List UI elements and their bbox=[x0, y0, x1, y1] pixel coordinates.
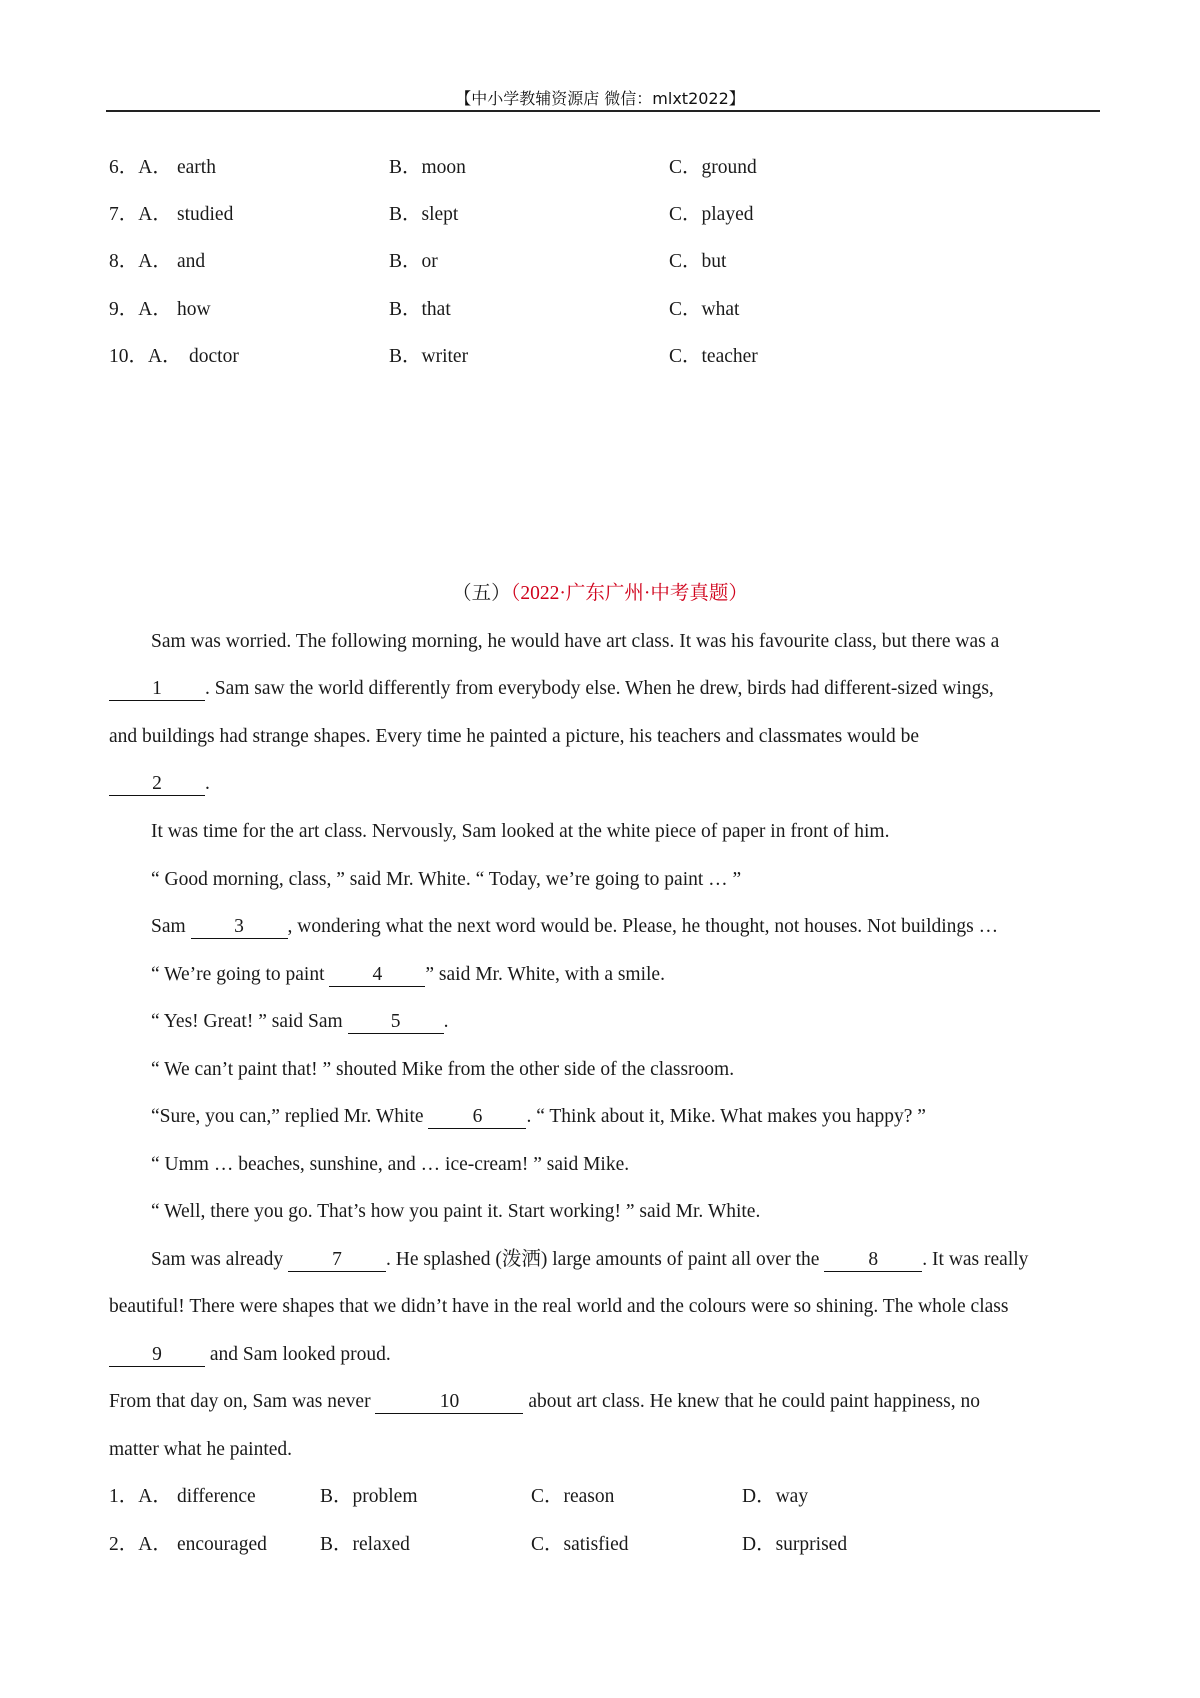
passage-line bbox=[109, 675, 994, 703]
passage-line: and buildings had strange shapes. Every time he painted a picture, his teachers and classmates would be bbox=[109, 726, 920, 747]
option-b: B．writer bbox=[389, 346, 469, 367]
blank-3: 3 bbox=[191, 916, 288, 939]
question-number: 8．A． bbox=[109, 251, 172, 272]
option-c: C．what bbox=[669, 299, 740, 320]
passage-text: “Sure, you can,” replied Mr. White bbox=[151, 1106, 429, 1127]
option-b: B．or bbox=[389, 251, 438, 272]
section-prefix: （五） bbox=[452, 583, 511, 604]
option-c: C．ground bbox=[669, 157, 757, 178]
option-a: doctor bbox=[189, 346, 239, 367]
question-number: 10．A． bbox=[109, 346, 182, 367]
blank-6: 6 bbox=[428, 1106, 526, 1129]
option-c: C．reason bbox=[531, 1486, 615, 1507]
passage-line: Sam was worried. The following morning, he would have art class. It was his favourite class, but there was a bbox=[151, 631, 1000, 652]
option-a: encouraged bbox=[177, 1534, 267, 1555]
passage-line bbox=[151, 1246, 1028, 1274]
question-8-options bbox=[109, 248, 1109, 276]
passage-text: “ Yes! Great! ” said Sam bbox=[151, 1011, 348, 1032]
option-c: C．satisfied bbox=[531, 1534, 629, 1555]
passage-line: matter what he painted. bbox=[109, 1439, 293, 1460]
option-c: C．but bbox=[669, 251, 727, 272]
option-a: difference bbox=[177, 1486, 256, 1507]
blank-1: 1 bbox=[109, 678, 205, 701]
option-b: B．moon bbox=[389, 157, 466, 178]
passage-line: “ Well, there you go. That’s how you paint it. Start working! ” said Mr. White. bbox=[151, 1201, 761, 1222]
question-number: 1．A． bbox=[109, 1486, 172, 1507]
question-1-options bbox=[109, 1483, 1109, 1511]
option-a: earth bbox=[177, 157, 216, 178]
passage-line bbox=[109, 1341, 391, 1369]
option-a: how bbox=[177, 299, 211, 320]
passage-text: ” said Mr. White, with a smile. bbox=[425, 964, 665, 985]
question-number: 2．A． bbox=[109, 1534, 172, 1555]
blank-4: 4 bbox=[329, 964, 425, 987]
passage-text: Sam bbox=[151, 916, 191, 937]
option-c: C．played bbox=[669, 204, 754, 225]
blank-7: 7 bbox=[288, 1249, 386, 1272]
passage-line bbox=[151, 961, 665, 989]
question-2-options bbox=[109, 1531, 1109, 1559]
passage-text: . It was really bbox=[922, 1249, 1029, 1270]
passage-line bbox=[109, 770, 210, 798]
passage-text: “ We’re going to paint bbox=[151, 964, 330, 985]
section-title bbox=[0, 580, 1200, 608]
passage-text: and Sam looked proud. bbox=[205, 1344, 391, 1365]
passage-text: . He splashed (泼洒) large amounts of paint all over the bbox=[386, 1249, 825, 1270]
header-divider bbox=[106, 110, 1100, 112]
passage-line: It was time for the art class. Nervously, Sam looked at the white piece of paper in front of him. bbox=[151, 821, 890, 842]
blank-10: 10 bbox=[375, 1391, 523, 1414]
question-number: 9．A． bbox=[109, 299, 172, 320]
page-header: 【中小学教辅资源店 微信：mlxt2022】 bbox=[455, 89, 745, 108]
option-b: B．that bbox=[389, 299, 451, 320]
passage-line: “ Umm … beaches, sunshine, and … ice-cream! ” said Mike. bbox=[151, 1154, 630, 1175]
passage-text: about art class. He knew that he could paint happiness, no bbox=[523, 1391, 980, 1412]
blank-5: 5 bbox=[348, 1011, 444, 1034]
passage-text: . bbox=[205, 773, 210, 794]
passage-line bbox=[151, 1103, 926, 1131]
question-10-options bbox=[109, 343, 1109, 371]
passage-line bbox=[151, 1008, 448, 1036]
option-d: D．surprised bbox=[742, 1534, 848, 1555]
section-source: （2022·广东广州·中考真题） bbox=[510, 583, 748, 604]
question-number: 7．A． bbox=[109, 204, 172, 225]
option-b: B．problem bbox=[320, 1486, 418, 1507]
question-7-options bbox=[109, 201, 1109, 229]
option-c: C．teacher bbox=[669, 346, 758, 367]
passage-line: beautiful! There were shapes that we didn’t have in the real world and the colours were so shining. The whole class bbox=[109, 1296, 1009, 1317]
passage-line bbox=[109, 1388, 980, 1416]
passage-line bbox=[151, 913, 998, 941]
option-b: B．relaxed bbox=[320, 1534, 410, 1555]
option-b: B．slept bbox=[389, 204, 459, 225]
question-number: 6．A． bbox=[109, 157, 172, 178]
blank-8: 8 bbox=[824, 1249, 922, 1272]
passage-text: From that day on, Sam was never bbox=[109, 1391, 376, 1412]
passage-line: “ Good morning, class, ” said Mr. White. “ Today, we’re going to paint … ” bbox=[151, 869, 742, 890]
passage-text: Sam was already bbox=[151, 1249, 288, 1270]
passage-text: . Sam saw the world differently from everybody else. When he drew, birds had different-sized wings, bbox=[205, 678, 994, 699]
passage-text: . “ Think about it, Mike. What makes you happy? ” bbox=[526, 1106, 926, 1127]
option-d: D．way bbox=[742, 1486, 809, 1507]
passage-text: . bbox=[443, 1011, 449, 1032]
option-a: studied bbox=[177, 204, 234, 225]
blank-9: 9 bbox=[109, 1344, 205, 1367]
blank-2: 2 bbox=[109, 773, 205, 796]
question-6-options bbox=[109, 154, 1109, 182]
passage-line: “ We can’t paint that! ” shouted Mike from the other side of the classroom. bbox=[151, 1059, 735, 1080]
passage-text: , wondering what the next word would be. Please, he thought, not houses. Not buildings … bbox=[287, 916, 999, 937]
option-a: and bbox=[177, 251, 206, 272]
question-9-options bbox=[109, 296, 1109, 324]
